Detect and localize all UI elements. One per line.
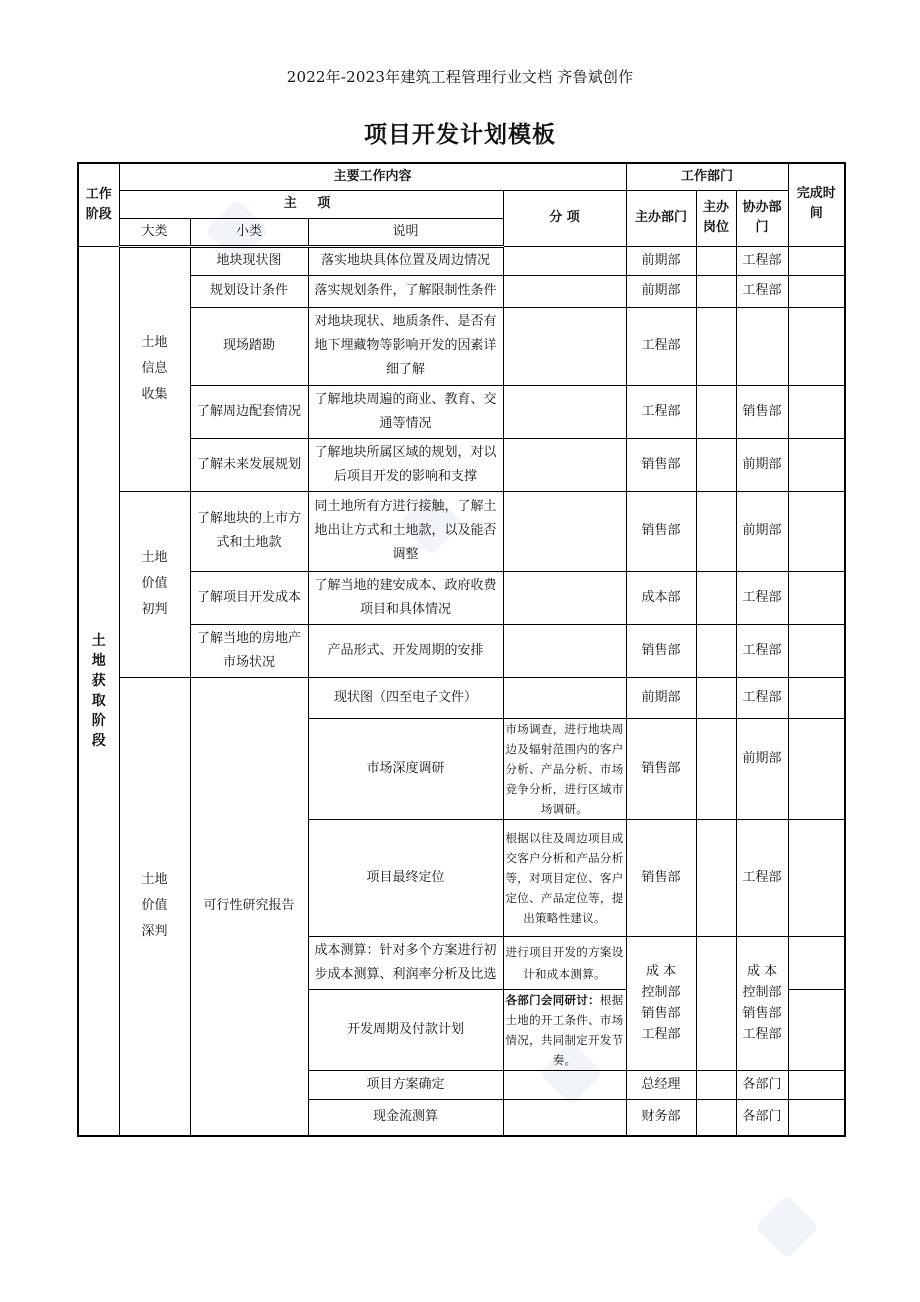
watermark-mark bbox=[754, 1194, 819, 1259]
assist-dept-cell: 前期部 bbox=[736, 491, 788, 571]
assist-dept-cell: 前期部 bbox=[736, 438, 788, 491]
description-cell: 现金流测算 bbox=[308, 1099, 503, 1136]
subcategory-cell: 了解地块的上市方式和土地款 bbox=[190, 491, 308, 571]
description-cell: 对地块现状、地质条件、是否有地下埋藏物等影响开发的因素详细了解 bbox=[308, 307, 503, 385]
lead-dept-cell: 前期部 bbox=[626, 275, 696, 307]
page-title: 项目开发计划模板 bbox=[364, 122, 556, 148]
lead-dept-cell: 工程部 bbox=[626, 307, 696, 385]
project-plan-table bbox=[77, 162, 846, 1137]
lead-dept-cell: 总经理 bbox=[626, 1070, 696, 1099]
description-cell: 了解当地的建安成本、政府收费项目和具体情况 bbox=[308, 571, 503, 624]
lead-post-cell bbox=[696, 1099, 736, 1136]
assist-dept-cell: 成 本 控制部 销售部 工程部 bbox=[736, 936, 788, 1070]
completion-cell bbox=[788, 989, 845, 1070]
header-subcategory: 小类 bbox=[190, 218, 308, 246]
assist-dept-cell: 工程部 bbox=[736, 677, 788, 718]
header-lead-post: 主办 岗位 bbox=[696, 190, 736, 246]
lead-post-cell bbox=[696, 275, 736, 307]
lead-post-cell bbox=[696, 246, 736, 275]
sub-item-cell bbox=[503, 624, 626, 677]
lead-post-cell bbox=[696, 1070, 736, 1099]
subcategory-cell: 了解项目开发成本 bbox=[190, 571, 308, 624]
description-cell: 产品形式、开发周期的安排 bbox=[308, 624, 503, 677]
description-cell: 项目方案确定 bbox=[308, 1070, 503, 1099]
lead-post-cell bbox=[696, 624, 736, 677]
sub-item-bold-prefix: 各部门会同研讨： bbox=[505, 992, 600, 1007]
sub-item-cell: 进行项目开发的方案设计和成本测算。 bbox=[503, 936, 626, 989]
description-cell: 开发周期及付款计划 bbox=[308, 989, 503, 1070]
lead-post-cell bbox=[696, 491, 736, 571]
lead-dept-cell: 财务部 bbox=[626, 1099, 696, 1136]
completion-cell bbox=[788, 438, 845, 491]
header-completion-time: 完成时 间 bbox=[788, 163, 845, 246]
assist-dept-cell: 工程部 bbox=[736, 624, 788, 677]
completion-cell bbox=[788, 275, 845, 307]
header-main-item: 主 项 bbox=[119, 190, 503, 218]
sub-item-cell bbox=[503, 571, 626, 624]
sub-item-cell bbox=[503, 1070, 626, 1099]
lead-post-cell bbox=[696, 677, 736, 718]
completion-cell bbox=[788, 491, 845, 571]
completion-cell bbox=[788, 624, 845, 677]
description-cell: 市场深度调研 bbox=[308, 718, 503, 819]
sub-item-cell bbox=[503, 989, 626, 1070]
completion-cell bbox=[788, 307, 845, 385]
sub-item-cell: 市场调查，进行地块周边及辐射范围内的客户分析、产品分析、市场竞争分析，进行区域市场调研。 bbox=[503, 718, 626, 819]
assist-dept-cell bbox=[736, 307, 788, 385]
table-row bbox=[78, 677, 845, 718]
completion-cell bbox=[788, 936, 845, 989]
subcategory-cell: 可行性研究报告 bbox=[190, 677, 308, 1136]
category-cell: 土地 信息 收集 bbox=[119, 246, 190, 491]
category-cell: 土地 价值 初判 bbox=[119, 491, 190, 677]
completion-cell bbox=[788, 385, 845, 438]
description-cell: 了解地块周遍的商业、教育、交通等情况 bbox=[308, 385, 503, 438]
subcategory-cell: 规划设计条件 bbox=[190, 275, 308, 307]
lead-dept-cell: 销售部 bbox=[626, 491, 696, 571]
lead-post-cell bbox=[696, 571, 736, 624]
lead-dept-cell: 销售部 bbox=[626, 718, 696, 819]
assist-dept-cell: 工程部 bbox=[736, 275, 788, 307]
table-row bbox=[78, 624, 845, 677]
header-main-content: 主要工作内容 bbox=[119, 163, 626, 190]
lead-post-cell bbox=[696, 718, 736, 819]
subcategory-cell: 地块现状图 bbox=[190, 246, 308, 275]
lead-dept-cell: 前期部 bbox=[626, 246, 696, 275]
assist-dept-cell: 前期部 bbox=[736, 718, 788, 819]
lead-dept-cell: 工程部 bbox=[626, 385, 696, 438]
lead-dept-cell: 销售部 bbox=[626, 438, 696, 491]
sub-item-cell bbox=[503, 307, 626, 385]
lead-dept-cell: 销售部 bbox=[626, 624, 696, 677]
completion-cell bbox=[788, 677, 845, 718]
header-category: 大类 bbox=[119, 218, 190, 246]
assist-dept-cell: 工程部 bbox=[736, 819, 788, 936]
sub-item-cell bbox=[503, 246, 626, 275]
assist-dept-cell: 工程部 bbox=[736, 571, 788, 624]
sub-item-cell bbox=[503, 1099, 626, 1136]
assist-dept-cell: 各部门 bbox=[736, 1099, 788, 1136]
lead-dept-cell: 成本部 bbox=[626, 571, 696, 624]
table-row bbox=[78, 246, 845, 275]
description-cell: 落实地块具体位置及周边情况 bbox=[308, 246, 503, 275]
description-cell: 项目最终定位 bbox=[308, 819, 503, 936]
lead-post-cell bbox=[696, 307, 736, 385]
document-header-line: 2022年-2023年建筑工程管理行业文档 齐鲁斌创作 bbox=[286, 68, 634, 86]
header-stage: 工作 阶段 bbox=[78, 163, 119, 246]
completion-cell bbox=[788, 819, 845, 936]
completion-cell bbox=[788, 571, 845, 624]
completion-cell bbox=[788, 718, 845, 819]
description-cell: 同土地所有方进行接触，了解土地出让方式和土地款，以及能否调整 bbox=[308, 491, 503, 571]
lead-dept-cell: 前期部 bbox=[626, 677, 696, 718]
description-cell: 了解地块所属区域的规划，对以后项目开发的影响和支撑 bbox=[308, 438, 503, 491]
assist-dept-cell: 各部门 bbox=[736, 1070, 788, 1099]
header-work-dept: 工作部门 bbox=[626, 163, 788, 190]
table-row bbox=[78, 385, 845, 438]
subcategory-cell: 了解未来发展规划 bbox=[190, 438, 308, 491]
sub-item-cell bbox=[503, 438, 626, 491]
category-cell: 土地 价值 深判 bbox=[119, 677, 190, 1136]
sub-item-cell bbox=[503, 491, 626, 571]
lead-post-cell bbox=[696, 936, 736, 1070]
lead-post-cell bbox=[696, 438, 736, 491]
table-row bbox=[78, 275, 845, 307]
table-row bbox=[78, 438, 845, 491]
completion-cell bbox=[788, 1070, 845, 1099]
lead-post-cell bbox=[696, 385, 736, 438]
subcategory-cell: 了解周边配套情况 bbox=[190, 385, 308, 438]
header-lead-dept: 主办部门 bbox=[626, 190, 696, 246]
lead-dept-cell: 成 本 控制部 销售部 工程部 bbox=[626, 936, 696, 1070]
description-cell: 落实规划条件，了解限制性条件 bbox=[308, 275, 503, 307]
sub-item-text: 根据土地的开工条件、市场情况，共同制定开发节奏。 bbox=[505, 992, 624, 1067]
subcategory-cell: 现场踏勘 bbox=[190, 307, 308, 385]
description-cell: 现状图（四至电子文件） bbox=[308, 677, 503, 718]
completion-cell bbox=[788, 246, 845, 275]
lead-dept-cell: 销售部 bbox=[626, 819, 696, 936]
header-description: 说明 bbox=[308, 218, 503, 246]
stage-label: 土 地 获 取 阶 段 bbox=[78, 246, 119, 1136]
completion-cell bbox=[788, 1099, 845, 1136]
sub-item-cell bbox=[503, 677, 626, 718]
description-cell: 成本测算：针对多个方案进行初步成本测算、利润率分析及比选 bbox=[308, 936, 503, 989]
assist-dept-cell: 销售部 bbox=[736, 385, 788, 438]
assist-dept-cell: 工程部 bbox=[736, 246, 788, 275]
header-sub-item: 分 项 bbox=[503, 190, 626, 246]
lead-post-cell bbox=[696, 819, 736, 936]
sub-item-cell: 根据以往及周边项目成交客户分析和产品分析等，对项目定位、客户定位、产品定位等，提出策略性建议。 bbox=[503, 819, 626, 936]
table-row bbox=[78, 307, 845, 385]
header-assist-dept: 协办部 门 bbox=[736, 190, 788, 246]
table-row bbox=[78, 571, 845, 624]
sub-item-cell bbox=[503, 275, 626, 307]
subcategory-cell: 了解当地的房地产市场状况 bbox=[190, 624, 308, 677]
sub-item-cell bbox=[503, 385, 626, 438]
table-row bbox=[78, 491, 845, 571]
